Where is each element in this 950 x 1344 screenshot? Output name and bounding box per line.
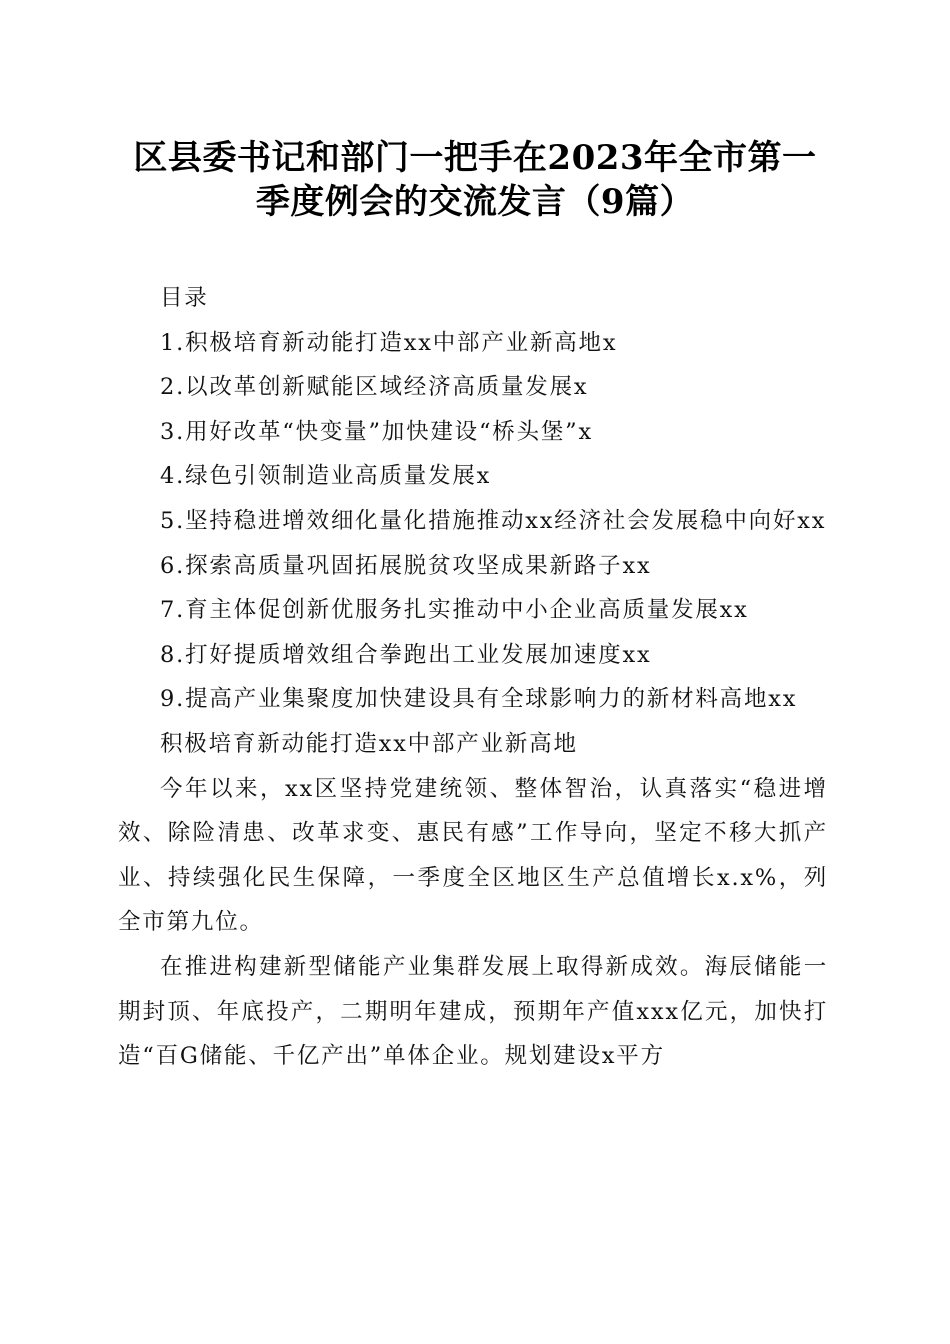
toc-item-2: 2.以改革创新赋能区域经济高质量发展x <box>160 374 589 401</box>
body-paragraph-2: 在推进构建新型储能产业集群发展上取得新成效。海辰储能一期封顶、年底投产，二期明年建成，预期年产值xxx亿元，加快打造“百G储能、千亿产出”单体企业。规划建设x平方 <box>118 953 828 1070</box>
toc-item-3: 3.用好改革“快变量”加快建设“桥头堡”x <box>160 418 593 445</box>
toc-heading: 目录 <box>160 285 209 311</box>
document-title: 区县委书记和部门一把手在2023年全市第一季度例会的交流发言（9篇） <box>133 138 817 222</box>
document-body <box>118 276 828 1079</box>
toc-item-9: 9.提高产业集聚度加快建设具有全球影响力的新材料高地xx <box>160 686 798 713</box>
toc-item-7: 7.育主体促创新优服务扎实推动中小企业高质量发展xx <box>160 597 749 624</box>
toc-item-5: 5.坚持稳进增效细化量化措施推动xx经济社会发展稳中向好xx <box>160 507 827 534</box>
toc-item-1: 1.积极培育新动能打造xx中部产业新高地x <box>160 329 618 356</box>
toc-item-4: 4.绿色引领制造业高质量发展x <box>160 463 492 490</box>
toc-item-6: 6.探索高质量巩固拓展脱贫攻坚成果新路子xx <box>160 552 652 579</box>
toc-item-8: 8.打好提质增效组合拳跑出工业发展加速度xx <box>160 641 652 668</box>
body-paragraph-1: 今年以来，xx区坚持党建统领、整体智治，认真落实“稳进增效、除险清患、改革求变、惠民有感”工作导向，坚定不移大抓产业、持续强化民生保障，一季度全区地区生产总值增长x.x%，列全市第九位。 <box>118 775 828 936</box>
section-title: 积极培育新动能打造xx中部产业新高地 <box>160 730 578 757</box>
